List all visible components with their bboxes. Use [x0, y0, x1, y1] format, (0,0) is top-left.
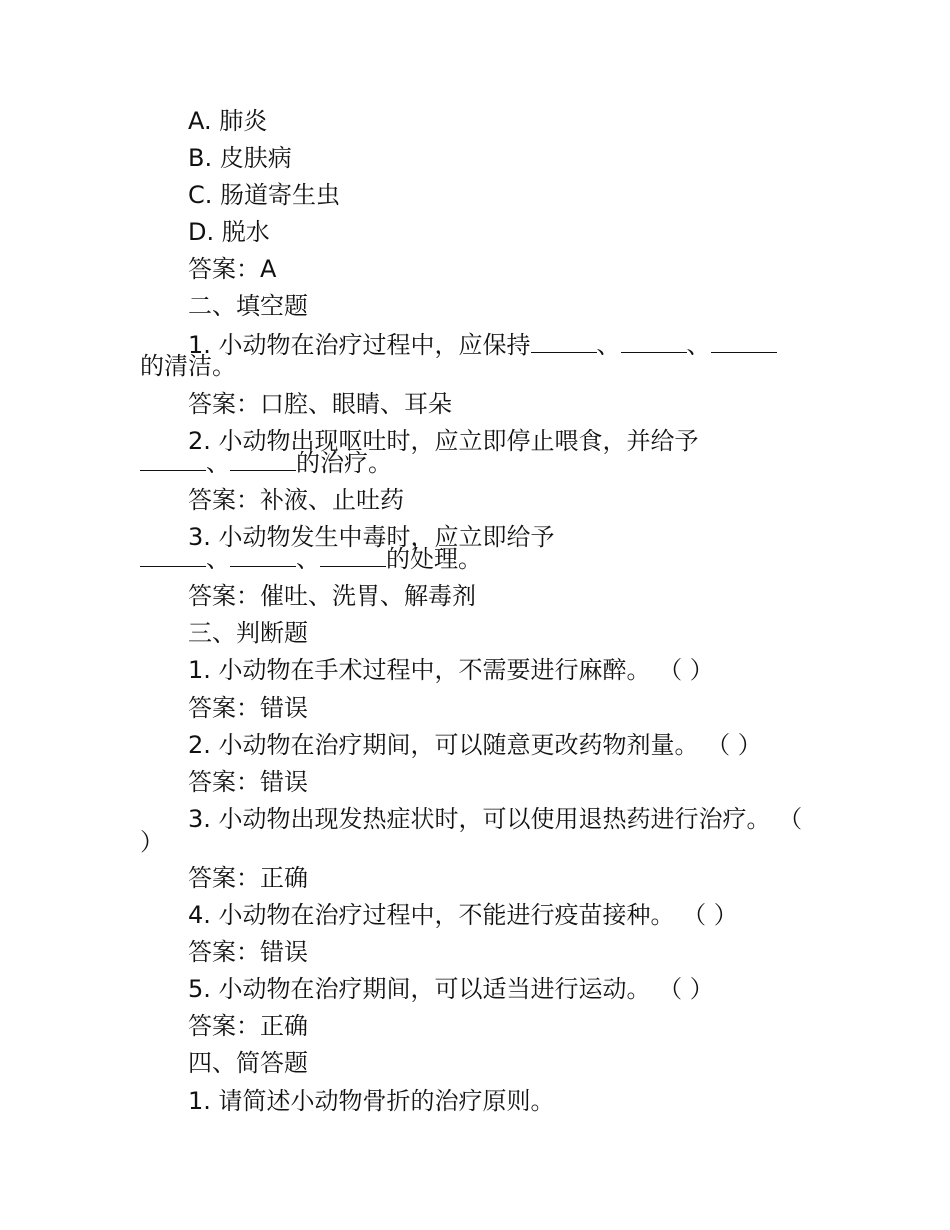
judge-a1: 答案：错误	[188, 694, 308, 722]
fill-q1-lead: 1. 小动物在治疗过程中，应保持	[188, 331, 531, 359]
option-c: C. 肠道寄生虫	[188, 181, 341, 209]
judge-q4: 4. 小动物在治疗过程中，不能进行疫苗接种。 （ ）	[188, 901, 738, 929]
blank-line	[711, 332, 777, 353]
separator: 、	[206, 545, 230, 573]
separator: 、	[596, 331, 621, 359]
fill-q3-answer: 答案：催吐、洗胃、解毒剂	[188, 582, 476, 610]
separator: 、	[206, 449, 230, 477]
judge-q5: 5. 小动物在治疗期间，可以适当进行运动。 （ ）	[188, 975, 714, 1003]
blank-line	[140, 450, 206, 471]
fill-q1-tail: 的清洁。	[140, 352, 236, 380]
fill-q2: 2. 小动物出现呕吐时，应立即停止喂食，并给予	[188, 427, 699, 455]
fill-q2-tail: 的治疗。	[296, 449, 392, 477]
option-b: B. 皮肤病	[188, 144, 292, 172]
blank-line	[140, 546, 206, 567]
short-q1: 1. 请简述小动物骨折的治疗原则。	[188, 1087, 555, 1115]
fill-q3: 3. 小动物发生中毒时，应立即给予	[188, 523, 555, 551]
fill-q1-answer: 答案：口腔、眼睛、耳朵	[188, 390, 452, 418]
judge-a4: 答案：错误	[188, 938, 308, 966]
blank-line	[621, 332, 687, 353]
separator: 、	[296, 545, 320, 573]
option-d: D. 脱水	[188, 218, 270, 246]
judge-a5: 答案：正确	[188, 1012, 308, 1040]
judge-heading: 三、判断题	[188, 619, 308, 647]
option-a: A. 肺炎	[188, 107, 268, 135]
blank-line	[320, 546, 386, 567]
short-heading: 四、简答题	[188, 1049, 308, 1077]
fill-heading: 二、填空题	[188, 292, 308, 320]
fill-q2-tail-line	[140, 450, 392, 476]
judge-q3-cont: ）	[140, 828, 164, 856]
separator: 、	[686, 331, 711, 359]
judge-q3: 3. 小动物出现发热症状时，可以使用退热药进行治疗。 （	[188, 805, 803, 833]
fill-q2-answer: 答案：补液、止吐药	[188, 486, 404, 514]
fill-q3-tail-line	[140, 546, 482, 572]
fill-q1	[188, 332, 777, 358]
judge-a2: 答案：错误	[188, 768, 308, 796]
judge-q1: 1. 小动物在手术过程中，不需要进行麻醉。 （ ）	[188, 656, 714, 684]
judge-q2: 2. 小动物在治疗期间，可以随意更改药物剂量。 （ ）	[188, 731, 762, 759]
blank-line	[230, 450, 296, 471]
mc-answer: 答案：A	[188, 255, 277, 283]
blank-line	[230, 546, 296, 567]
blank-line	[531, 332, 597, 353]
judge-a3: 答案：正确	[188, 864, 308, 892]
fill-q3-tail: 的处理。	[386, 545, 482, 573]
